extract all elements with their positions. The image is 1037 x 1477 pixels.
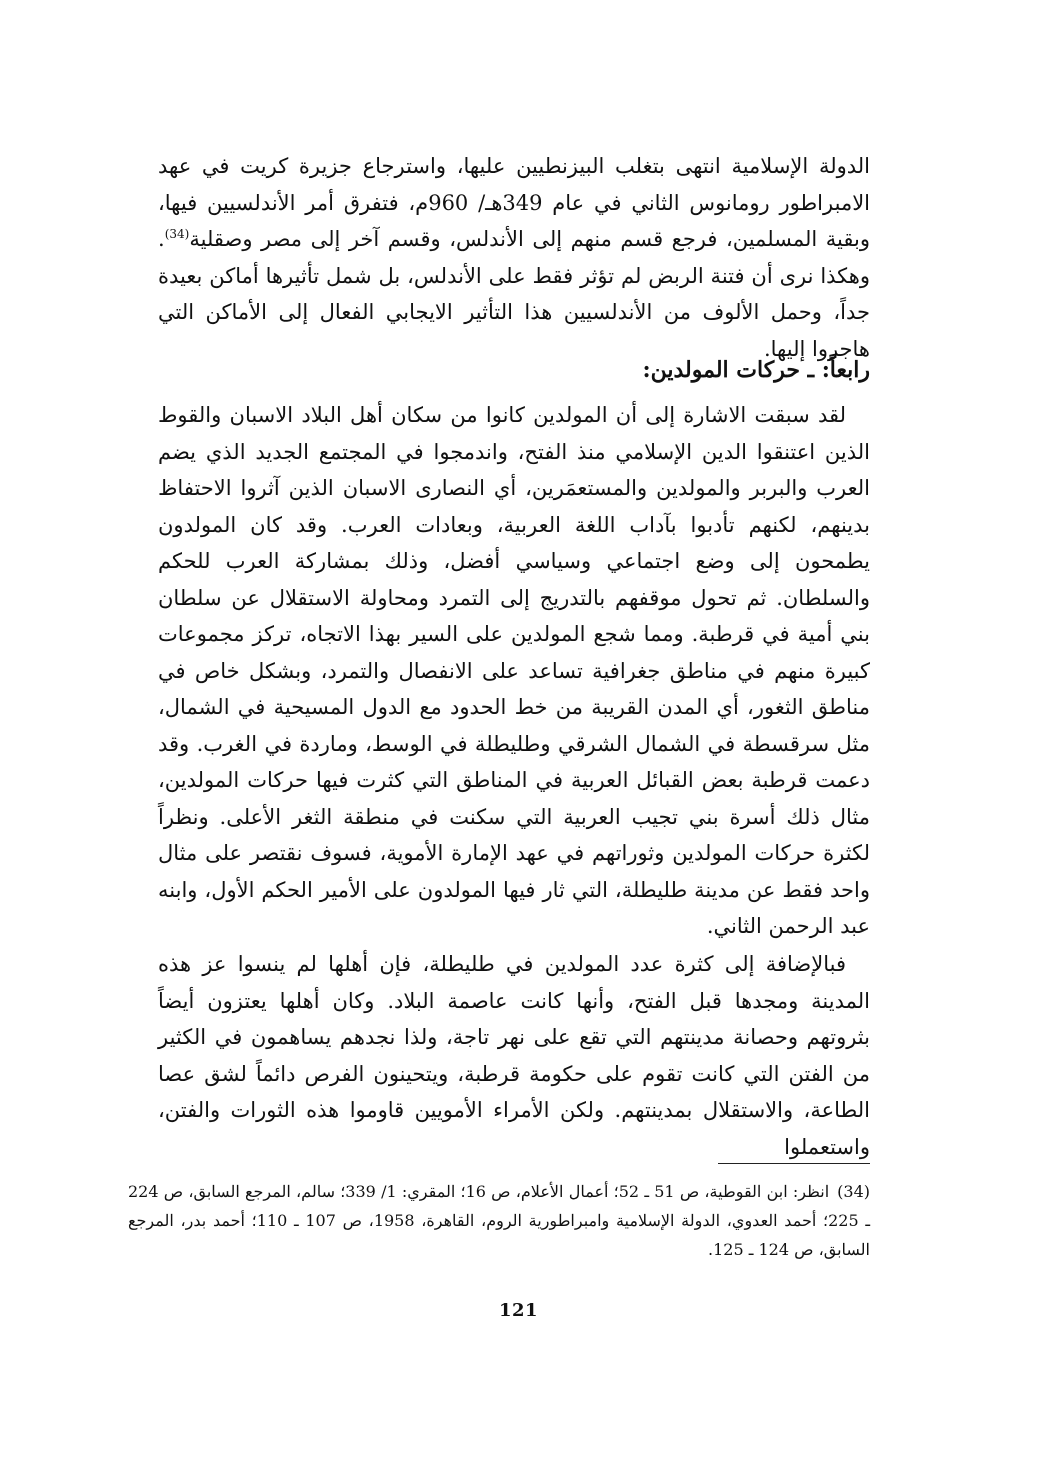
footnote-34 (128, 1177, 870, 1264)
footnote-reference-34[interactable]: (34) (164, 227, 190, 241)
opening-paragraph-text-part-1: الدولة الإسلامية انتهى بتغلب البيزنطيين عليها، واسترجاع جزيرة كريت في عهد الامبراطور رومانوس الثاني في عام 349هـ/ 960م، فتفرق أمر الأندلسيين فيها، وبقية المسلمين، فرجع قسم منهم إلى الأندلس، وقسم آخر إلى مصر وصقلية (158, 154, 870, 251)
muwalladun-paragraph: لقد سبقت الاشارة إلى أن المولدين كانوا من سكان أهل البلاد الاسبان والقوط الذين اعتنقوا الدين الإسلامي منذ الفتح، واندمجوا في المجتمع الجديد الذي يضم العرب والبربر والمولدين والمستعمَرين، أي النصارى الاسبان الذين آثروا الاحتفاظ بدينهم، لكنهم تأدبوا بآداب اللغة العربية، وبعادات العرب. وقد كان المولدون يطمحون إلى وضع اجتماعي وسياسي أفضل، وذلك بمشاركة العرب للحكم والسلطان. ثم تحول موقفهم بالتدريج إلى التمرد ومحاولة الاستقلال عن سلطان بني أمية في قرطبة. ومما شجع المولدين على السير بهذا الاتجاه، تركز مجموعات كبيرة منهم في مناطق جغرافية تساعد على الانفصال والتمرد، وبشكل خاص في مناطق الثغور، أي المدن القريبة من خط الحدود مع الدول المسيحية في الشمال، مثل سرقسطة في الشمال الشرقي وطليطلة في الوسط، وماردة في الغرب. وقد دعمت قرطبة بعض القبائل العربية في المناطق التي كثرت فيها حركات المولدين، مثال ذلك أسرة بني تجيب العربية التي سكنت في منطقة الثغر الأعلى. ونظراً لكثرة حركات المولدين وثوراتهم في عهد الإمارة الأموية، فسوف نقتصر على مثال واحد فقط عن مدينة طليطلة، التي ثار فيها المولدون على الأمير الحكم الأول، وابنه عبد الرحمن الثاني. (158, 403, 871, 938)
opening-paragraph-text-part-2: . وهكذا نرى أن فتنة الربض لم تؤثر فقط على الأندلس، بل شمل تأثيرها أماكن بعيدة جداً، وحمل الألوف من الأندلسيين هذا التأثير الايجابي الفعال إلى الأماكن التي هاجروا إليها. (158, 227, 870, 361)
opening-paragraph-block (158, 148, 870, 367)
toledo-paragraph-block (158, 946, 870, 1165)
page-number: 121 (498, 1300, 539, 1321)
section-heading: رابعاً: ـ حركات المولدين: (642, 357, 870, 383)
footnote-number: (34) (837, 1182, 871, 1201)
footnote-text: انظر: ابن القوطية، ص 51 ـ 52؛ أعمال الأعلام، ص 16؛ المقري: 1/ 339؛ سالم، المرجع السابق، ص 224 ـ 225؛ أحمد العدوي، الدولة الإسلامية وامبراطورية الروم، القاهرة، 1958، ص 107 ـ 110؛ أحمد بدر، المرجع السابق، ص 124 ـ 125. (128, 1182, 871, 1259)
toledo-paragraph: فبالإضافة إلى كثرة عدد المولدين في طليطلة، فإن أهلها لم ينسوا عز هذه المدينة ومجدها قبل الفتح، وأنها كانت عاصمة البلاد. وكان أهلها يعتزون أيضاً بثروتهم وحصانة مدينتهم التي تقع على نهر تاجة، ولذا نجدهم يساهمون في الكثير من الفتن التي كانت تقوم على حكومة قرطبة، ويتحينون الفرص دائماً لشق عصا الطاعة، والاستقلال بمدينتهم. ولكن الأمراء الأمويين قاوموا هذه الثورات والفتن، واستعملوا (158, 952, 870, 1159)
muwalladun-paragraph-block (158, 397, 870, 945)
footnote-divider (718, 1163, 870, 1164)
opening-paragraph (158, 148, 870, 367)
